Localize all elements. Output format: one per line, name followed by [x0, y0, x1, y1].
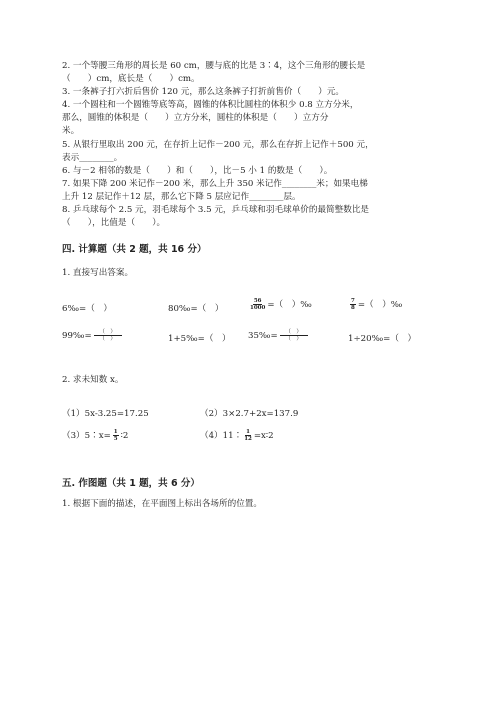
question-6: 6. 与－2 相邻的数是（ ）和（ ），比－5 小 1 的数是（ ）。 — [62, 166, 333, 176]
question-5-line-2: 表示________。 — [62, 153, 123, 163]
section-4-title: 四. 计算题（共 2 题，共 16 分） — [62, 244, 207, 255]
calc-2d: 1÷20‰=（ ） — [348, 334, 417, 344]
question-5-line-1: 5. 从银行里取出 200 元，在存折上记作－200 元，那么在存折上记作＋500 元， — [62, 140, 374, 150]
question-4-line-3: 米。 — [62, 126, 80, 136]
calc-1a: 6‰=（ ） — [62, 304, 112, 314]
calc-2c: 35‰= $\frac{( )}{( )}$ — [248, 329, 310, 342]
equation-3: （3）5∶x= $\frac{1}{5}$ ∶2 — [62, 429, 129, 442]
equation-1: （1）5x-3.25=17.25 — [62, 409, 149, 419]
fraction: $\frac{7}{8}$ — [351, 298, 355, 311]
section-5-question-1: 1. 根据下面的描述，在平面图上标出各场所的位置。 — [62, 499, 262, 509]
fraction: $\frac{( )}{( )}$ — [280, 329, 308, 342]
question-7-line-2: 上升 12 层记作＋12 层，那么它下降 5 层应记作________层。 — [62, 192, 301, 202]
question-4-line-1: 4. 一个圆柱和一个圆锥等底等高，圆锥的体积比圆柱的体积少 0.8 立方分米， — [62, 100, 359, 110]
calc-1d: $\frac{7}{8}$ =（ ）‰ — [351, 298, 403, 311]
question-2-line-2: （ ）cm，底长是（ ）cm。 — [62, 74, 200, 84]
fraction: $\frac{( )}{( )}$ — [94, 329, 122, 342]
equation-4: （4）11∶ $\frac{1}{12}$ =x∶2 — [200, 429, 274, 442]
calc-2b: 1+5‰=（ ） — [168, 334, 231, 344]
section-4-question-2: 2. 求未知数 x。 — [62, 375, 124, 385]
calc-2a: 99‰= $\frac{( )}{( )}$ — [62, 329, 124, 342]
question-3: 3. 一条裤子打六折后售价 120 元，那么这条裤子打折前售价（ ）元。 — [62, 87, 345, 97]
question-2-line-1: 2. 一个等腰三角形的周长是 60 cm，腰与底的比是 3∶4，这个三角形的腰长是 — [62, 61, 366, 71]
section-4-question-1: 1. 直接写出答案。 — [62, 268, 134, 278]
equation-2: （2）3×2.7+2x=137.9 — [200, 409, 299, 419]
fraction: $\frac{1}{12}$ — [244, 429, 252, 442]
fraction: $\frac{56}{1000}$ — [250, 298, 266, 311]
question-7-line-1: 7. 如果下降 200 米记作－200 米，那么上升 350 米记作________米；如果电梯 — [62, 179, 368, 189]
question-8-line-1: 8. 乒乓球每个 2.5 元，羽毛球每个 3.5 元，乒乓球和羽毛球单价的最简整数比是 — [62, 205, 370, 215]
fraction: $\frac{1}{5}$ — [113, 429, 118, 442]
calc-1b: 80‰=（ ） — [168, 304, 224, 314]
calc-1c: $\frac{56}{1000}$ =（ ）‰ — [250, 298, 312, 311]
section-5-title: 五. 作图题（共 1 题，共 6 分） — [62, 478, 200, 489]
question-4-line-2: 那么，圆锥的体积是（ ）立方分米，圆柱的体积是（ ）立方分 — [62, 113, 329, 123]
question-8-line-2: （ ），比值是（ ）。 — [62, 218, 166, 228]
